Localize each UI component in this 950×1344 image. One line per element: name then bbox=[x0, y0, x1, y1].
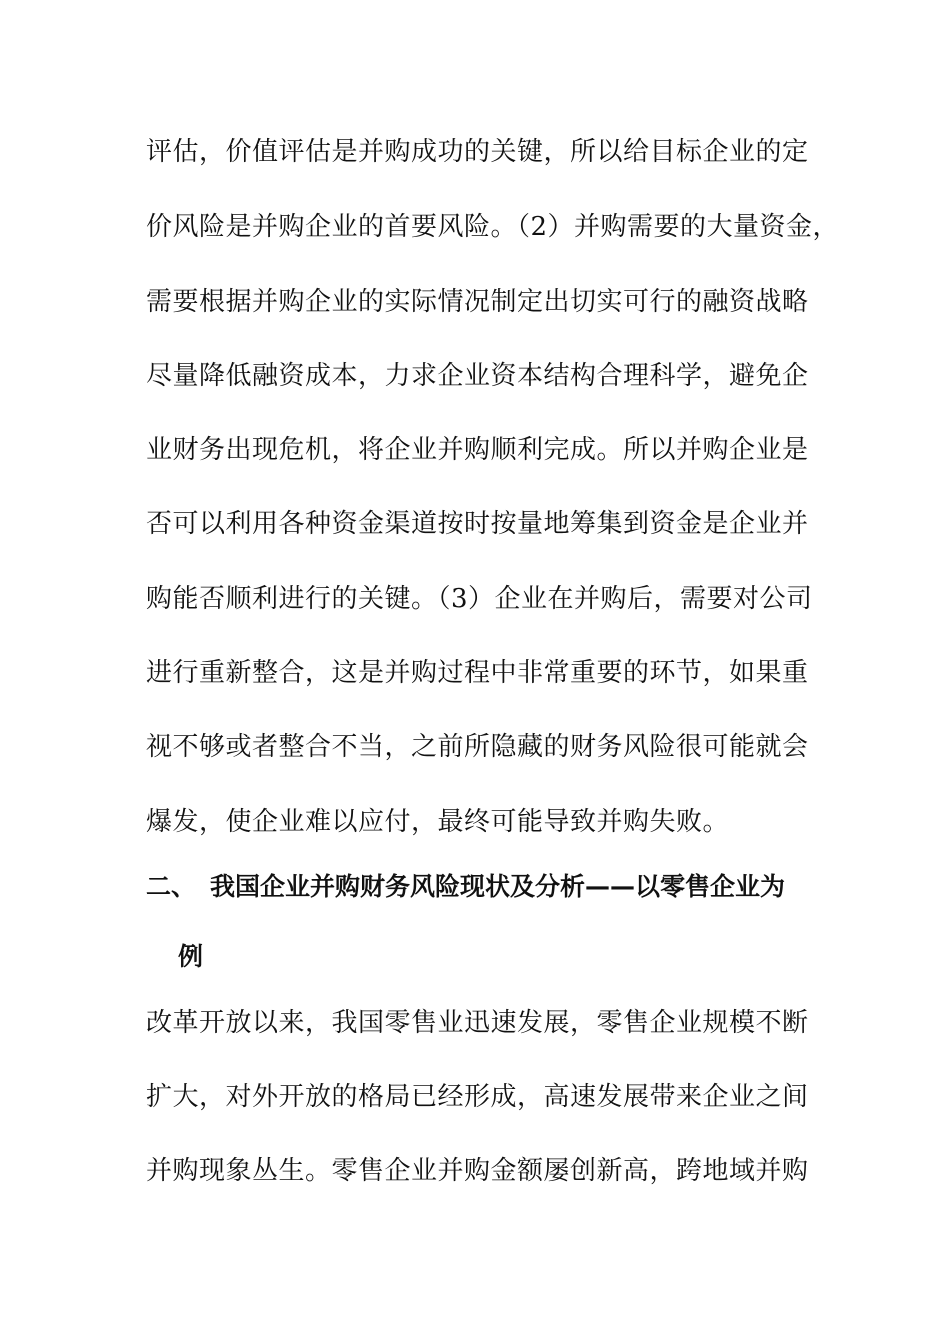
section-number: 二、 bbox=[146, 872, 197, 901]
text-line: 购能否顺利进行的关键。（3）企业在并购后，需要对公司 bbox=[146, 584, 813, 614]
text-line: 进行重新整合，这是并购过程中非常重要的环节，如果重 bbox=[146, 658, 809, 688]
section-title: 我国企业并购财务风险现状及分析——以零售企业为 bbox=[210, 872, 786, 901]
text-line: 并购现象丛生。零售企业并购金额屡创新高，跨地域并购 bbox=[146, 1156, 809, 1186]
text-line: 否可以利用各种资金渠道按时按量地筹集到资金是企业并 bbox=[146, 509, 809, 539]
text-line: 改革开放以来，我国零售业迅速发展，零售企业规模不断 bbox=[146, 1008, 809, 1038]
text-line: 爆发，使企业难以应付，最终可能导致并购失败。 bbox=[146, 807, 730, 837]
text-line: 评估，价值评估是并购成功的关键，所以给目标企业的定 bbox=[146, 137, 809, 167]
text-line: 需要根据并购企业的实际情况制定出切实可行的融资战略 bbox=[146, 287, 809, 317]
text-line: 价风险是并购企业的首要风险。（2）并购需要的大量资金， bbox=[146, 212, 840, 242]
text-line: 视不够或者整合不当，之前所隐藏的财务风险很可能就会 bbox=[146, 732, 809, 762]
text-line: 尽量降低融资成本，力求企业资本结构合理科学，避免企 bbox=[146, 361, 809, 391]
section-heading bbox=[146, 871, 785, 903]
section-title-continuation: 例 bbox=[178, 942, 204, 971]
text-line: 扩大，对外开放的格局已经形成，高速发展带来企业之间 bbox=[146, 1082, 809, 1112]
text-line: 业财务出现危机，将企业并购顺利完成。所以并购企业是 bbox=[146, 435, 809, 465]
